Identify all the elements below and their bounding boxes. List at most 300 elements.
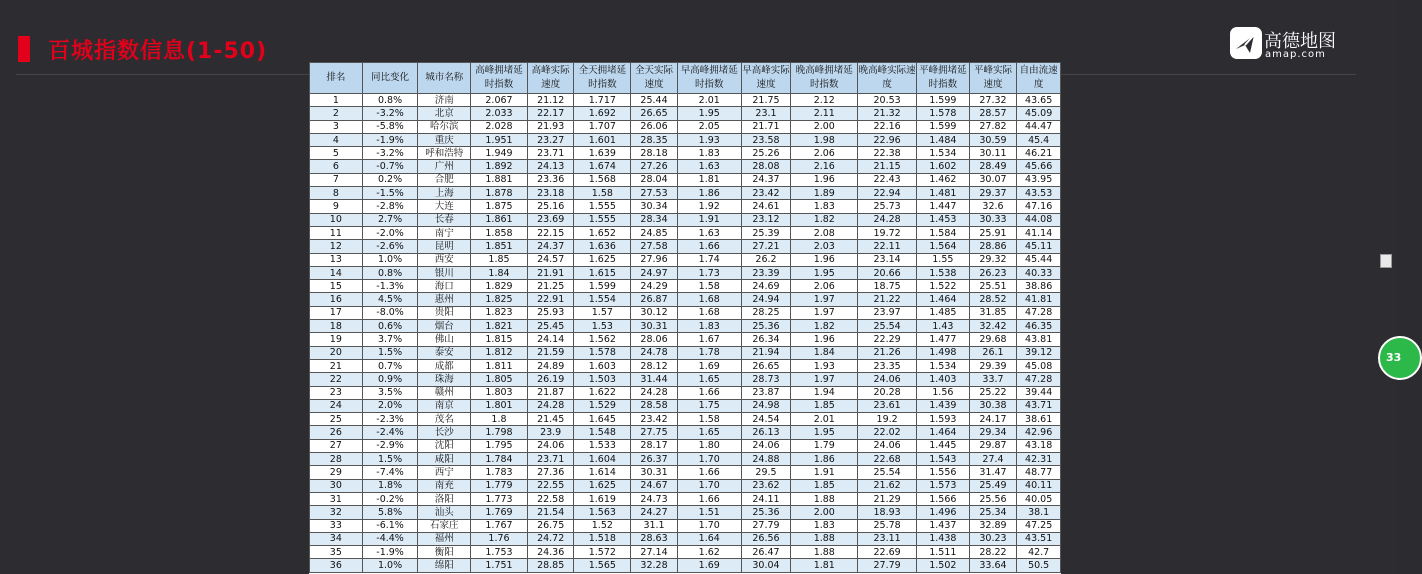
table-cell: 35 [310, 546, 363, 559]
table-cell: 26.75 [527, 519, 574, 532]
column-header: 高峰实际速度 [527, 63, 574, 94]
table-cell: 30.07 [969, 173, 1017, 186]
column-header: 全天拥堵延时指数 [574, 63, 631, 94]
table-cell: 1.555 [574, 213, 631, 226]
table-cell: 26.87 [631, 293, 678, 306]
table-cell: 22.91 [527, 293, 574, 306]
table-cell: 32.42 [969, 320, 1017, 333]
table-cell: 1.599 [917, 120, 970, 133]
table-cell: 1.88 [791, 546, 858, 559]
table-cell: 25.56 [969, 492, 1017, 505]
table-cell: 1.573 [917, 479, 970, 492]
table-cell: 2.0% [362, 399, 418, 412]
table-cell: 23.42 [631, 413, 678, 426]
table-cell: 1.639 [574, 147, 631, 160]
table-cell: 南充 [418, 479, 471, 492]
table-cell: 1.96 [791, 333, 858, 346]
table-cell: 23.71 [527, 147, 574, 160]
table-cell: 1.751 [471, 559, 528, 572]
table-cell: 25.39 [741, 226, 791, 239]
table-cell: 洛阳 [418, 492, 471, 505]
table-cell: 27.21 [741, 240, 791, 253]
table-cell: 1.548 [574, 426, 631, 439]
table-cell: 1.803 [471, 386, 528, 399]
table-cell: 1.0% [362, 253, 418, 266]
table-cell: 22.16 [858, 120, 917, 133]
table-row [310, 240, 1061, 253]
table-cell: 1.64 [677, 532, 741, 545]
table-cell: 23.61 [858, 399, 917, 412]
table-cell: -1.3% [362, 280, 418, 293]
table-cell: 27.32 [969, 94, 1017, 107]
table-cell: 1.92 [677, 200, 741, 213]
table-cell: 45.4 [1017, 133, 1061, 146]
table-cell: 合肥 [418, 173, 471, 186]
table-cell: 23.39 [741, 266, 791, 279]
table-cell: 1.529 [574, 399, 631, 412]
table-cell: 30.38 [969, 399, 1017, 412]
table-cell: 28.18 [631, 147, 678, 160]
table-cell: 1.858 [471, 226, 528, 239]
table-cell: 银川 [418, 266, 471, 279]
column-header: 晚高峰实际速度 [858, 63, 917, 94]
table-cell: 1.622 [574, 386, 631, 399]
table-cell: 21.93 [527, 120, 574, 133]
table-cell: 1.73 [677, 266, 741, 279]
table-cell: 1.798 [471, 426, 528, 439]
table-cell: 1.502 [917, 559, 970, 572]
table-cell: 24.28 [527, 399, 574, 412]
table-cell: 24.72 [527, 532, 574, 545]
table-cell: 1.96 [791, 253, 858, 266]
table-cell: 32 [310, 506, 363, 519]
table-cell: 26.37 [631, 453, 678, 466]
table-cell: 29.68 [969, 333, 1017, 346]
table-cell: 1.55 [917, 253, 970, 266]
table-cell: 1.93 [677, 133, 741, 146]
table-cell: -2.6% [362, 240, 418, 253]
table-cell: 23.27 [527, 133, 574, 146]
table-cell: 1.566 [917, 492, 970, 505]
table-cell: 1.484 [917, 133, 970, 146]
table-cell: 19 [310, 333, 363, 346]
table-cell: 24.88 [741, 453, 791, 466]
table-cell: 1.94 [791, 386, 858, 399]
table-row [310, 320, 1061, 333]
table-cell: 44.08 [1017, 213, 1061, 226]
table-cell: 26.1 [969, 346, 1017, 359]
table-cell: 25.54 [858, 466, 917, 479]
table-cell: 25.34 [969, 506, 1017, 519]
table-cell: 24.29 [631, 280, 678, 293]
table-cell: 26.47 [741, 546, 791, 559]
table-cell: 16 [310, 293, 363, 306]
table-cell: 23 [310, 386, 363, 399]
table-cell: 25.45 [527, 320, 574, 333]
table-cell: 1.565 [574, 559, 631, 572]
table-cell: 北京 [418, 107, 471, 120]
table-cell: 26.23 [969, 266, 1017, 279]
table-cell: 1.70 [677, 453, 741, 466]
table-cell: 1.464 [917, 426, 970, 439]
table-cell: 1.619 [574, 492, 631, 505]
table-cell: 1.438 [917, 532, 970, 545]
table-cell: 28.49 [969, 160, 1017, 173]
table-cell: 9 [310, 200, 363, 213]
table-cell: 1.555 [574, 200, 631, 213]
table-cell: 1.773 [471, 492, 528, 505]
table-cell: 1.604 [574, 453, 631, 466]
table-cell: 1.825 [471, 293, 528, 306]
table-row [310, 173, 1061, 186]
table-cell: 1.533 [574, 439, 631, 452]
table-cell: 26.13 [741, 426, 791, 439]
table-cell: 23.14 [858, 253, 917, 266]
table-cell: 1.75 [677, 399, 741, 412]
table-cell: 惠州 [418, 293, 471, 306]
table-cell: 1.601 [574, 133, 631, 146]
table-cell: 1.599 [574, 280, 631, 293]
table-cell: -3.2% [362, 107, 418, 120]
table-cell: 济南 [418, 94, 471, 107]
table-cell: 21.29 [858, 492, 917, 505]
table-cell: 0.7% [362, 359, 418, 372]
table-cell: 1.564 [917, 240, 970, 253]
table-row [310, 466, 1061, 479]
table-cell: 23.58 [741, 133, 791, 146]
table-cell: 31 [310, 492, 363, 505]
table-cell: 31.47 [969, 466, 1017, 479]
table-cell: 1.823 [471, 306, 528, 319]
table-cell: 21.54 [527, 506, 574, 519]
table-cell: 22.38 [858, 147, 917, 160]
table-cell: 1.949 [471, 147, 528, 160]
table-cell: 26.19 [527, 373, 574, 386]
table-cell: 成都 [418, 359, 471, 372]
table-cell: 21.75 [741, 94, 791, 107]
table-cell: 25.44 [631, 94, 678, 107]
title-bar [18, 34, 267, 64]
table-cell: 28.63 [631, 532, 678, 545]
column-header: 高峰拥堵延时指数 [471, 63, 528, 94]
table-cell: 46.35 [1017, 320, 1061, 333]
table-cell: 1.584 [917, 226, 970, 239]
table-cell: 24.69 [741, 280, 791, 293]
table-cell: 21.22 [858, 293, 917, 306]
table-cell: 哈尔滨 [418, 120, 471, 133]
table-cell: 海口 [418, 280, 471, 293]
table-cell: 39.44 [1017, 386, 1061, 399]
table-cell: 30.34 [631, 200, 678, 213]
table-row [310, 200, 1061, 213]
table-cell: 1.892 [471, 160, 528, 173]
table-cell: 2 [310, 107, 363, 120]
table-row [310, 479, 1061, 492]
table-cell: 1.861 [471, 213, 528, 226]
table-cell: 26.56 [741, 532, 791, 545]
table-cell: 1.66 [677, 386, 741, 399]
table-cell: -0.2% [362, 492, 418, 505]
table-cell: 1.881 [471, 173, 528, 186]
table-cell: -6.1% [362, 519, 418, 532]
table-cell: 1.801 [471, 399, 528, 412]
table-cell: 24.28 [631, 386, 678, 399]
table-cell: 20.66 [858, 266, 917, 279]
table-cell: 1.784 [471, 453, 528, 466]
table-cell: -8.0% [362, 306, 418, 319]
title-accent-bar [18, 36, 30, 62]
table-cell: 呼和浩特 [418, 147, 471, 160]
table-cell: 1.572 [574, 546, 631, 559]
table-cell: 30.23 [969, 532, 1017, 545]
table-cell: 26.65 [631, 107, 678, 120]
table-cell: 1.769 [471, 506, 528, 519]
table-cell: 24.17 [969, 413, 1017, 426]
table-cell: 21.62 [858, 479, 917, 492]
table-row [310, 280, 1061, 293]
table-cell: 1.67 [677, 333, 741, 346]
table-cell: 23.62 [741, 479, 791, 492]
table-cell: 1.80 [677, 439, 741, 452]
table-row [310, 120, 1061, 133]
table-cell: 1.503 [574, 373, 631, 386]
table-cell: 43.51 [1017, 532, 1061, 545]
table-cell: 17 [310, 306, 363, 319]
table-cell: 14 [310, 266, 363, 279]
table-cell: 26.34 [741, 333, 791, 346]
table-body [310, 94, 1061, 573]
table-cell: 27.79 [741, 519, 791, 532]
table-cell: -5.8% [362, 120, 418, 133]
table-cell: 沈阳 [418, 439, 471, 452]
table-cell: 42.31 [1017, 453, 1061, 466]
table-cell: 1.951 [471, 133, 528, 146]
table-cell: 1.70 [677, 479, 741, 492]
table-cell: 24.06 [858, 373, 917, 386]
column-header: 自由流速度 [1017, 63, 1061, 94]
table-cell: 33.64 [969, 559, 1017, 572]
table-cell: 28.35 [631, 133, 678, 146]
table-row [310, 107, 1061, 120]
table-cell: 24.28 [858, 213, 917, 226]
table-cell: 21.15 [858, 160, 917, 173]
table-row [310, 226, 1061, 239]
table-cell: 20.28 [858, 386, 917, 399]
table-cell: 1.70 [677, 519, 741, 532]
table-cell: 43.53 [1017, 187, 1061, 200]
table-cell: 泰安 [418, 346, 471, 359]
table-cell: 24.54 [741, 413, 791, 426]
table-cell: 2.06 [791, 147, 858, 160]
column-header: 平峰拥堵延时指数 [917, 63, 970, 94]
table-cell: 30.31 [631, 320, 678, 333]
table-cell: 38.1 [1017, 506, 1061, 519]
table-cell: 1.81 [677, 173, 741, 186]
table-cell: 1.85 [791, 479, 858, 492]
table-cell: 29.34 [969, 426, 1017, 439]
table-cell: 28.08 [741, 160, 791, 173]
table-cell: 1.86 [791, 453, 858, 466]
table-row [310, 559, 1061, 572]
table-cell: 1.602 [917, 160, 970, 173]
table-cell: 32.6 [969, 200, 1017, 213]
table-row [310, 293, 1061, 306]
table-cell: 50.5 [1017, 559, 1061, 572]
table-cell: 21.59 [527, 346, 574, 359]
table-cell: 45.11 [1017, 240, 1061, 253]
table-cell: 1.707 [574, 120, 631, 133]
table-cell: 30.12 [631, 306, 678, 319]
table-cell: 23.9 [527, 426, 574, 439]
table-cell: -3.2% [362, 147, 418, 160]
table-cell: 1.636 [574, 240, 631, 253]
table-cell: 23.35 [858, 359, 917, 372]
table-cell: 1.53 [574, 320, 631, 333]
table-cell: 29.32 [969, 253, 1017, 266]
table-cell: 21.94 [741, 346, 791, 359]
table-cell: 西宁 [418, 466, 471, 479]
table-cell: 31.85 [969, 306, 1017, 319]
table-cell: 25.36 [741, 506, 791, 519]
table-cell: 1.69 [677, 559, 741, 572]
table-cell: 昆明 [418, 240, 471, 253]
table-cell: 赣州 [418, 386, 471, 399]
table-cell: 28.04 [631, 173, 678, 186]
table-cell: 23.18 [527, 187, 574, 200]
table-cell: 28.25 [741, 306, 791, 319]
table-cell: 25.22 [969, 386, 1017, 399]
table-cell: 26 [310, 426, 363, 439]
table-cell: 1.543 [917, 453, 970, 466]
table-cell: 23.69 [527, 213, 574, 226]
table-cell: 25.16 [527, 200, 574, 213]
table-cell: 2.11 [791, 107, 858, 120]
table-cell: 2.06 [791, 280, 858, 293]
table-cell: 24.06 [527, 439, 574, 452]
table-cell: 24.89 [527, 359, 574, 372]
table-cell: 45.44 [1017, 253, 1061, 266]
table-row [310, 492, 1061, 505]
table-row [310, 253, 1061, 266]
table-row [310, 386, 1061, 399]
table-cell: 24.37 [741, 173, 791, 186]
table-cell: 1.464 [917, 293, 970, 306]
column-header: 城市名称 [418, 63, 471, 94]
table-cell: 3.7% [362, 333, 418, 346]
floating-count-badge[interactable]: 33 [1378, 336, 1422, 380]
table-cell: 1.511 [917, 546, 970, 559]
table-cell: 上海 [418, 187, 471, 200]
table-cell: 5.8% [362, 506, 418, 519]
table-cell: 6 [310, 160, 363, 173]
table-cell: 21.71 [741, 120, 791, 133]
table-row [310, 399, 1061, 412]
table-cell: 47.28 [1017, 306, 1061, 319]
table-cell: 重庆 [418, 133, 471, 146]
table-cell: 1.91 [677, 213, 741, 226]
table-cell: 1.821 [471, 320, 528, 333]
table-cell: 21.32 [858, 107, 917, 120]
column-header: 同比变化 [362, 63, 418, 94]
table-cell: 29.87 [969, 439, 1017, 452]
table-cell: 30 [310, 479, 363, 492]
table-cell: 1.68 [677, 306, 741, 319]
table-cell: 绵阳 [418, 559, 471, 572]
table-cell: 29.5 [741, 466, 791, 479]
table-cell: 22.68 [858, 453, 917, 466]
table-cell: 21.87 [527, 386, 574, 399]
table-cell: 1.625 [574, 253, 631, 266]
table-cell: 1.481 [917, 187, 970, 200]
table-cell: 25.91 [969, 226, 1017, 239]
table-cell: 27.79 [858, 559, 917, 572]
table-cell: 24.36 [527, 546, 574, 559]
table-cell: 2.08 [791, 226, 858, 239]
table-cell: 43.81 [1017, 333, 1061, 346]
table-cell: 1.645 [574, 413, 631, 426]
table-cell: 18.93 [858, 506, 917, 519]
scrollbar-thumb[interactable] [1380, 254, 1392, 268]
table-cell: 28.57 [969, 107, 1017, 120]
table-cell: 38.61 [1017, 413, 1061, 426]
table-cell: 22.94 [858, 187, 917, 200]
table-cell: 22.15 [527, 226, 574, 239]
table-cell: 40.33 [1017, 266, 1061, 279]
table-cell: 30.33 [969, 213, 1017, 226]
table-cell: 10 [310, 213, 363, 226]
table-cell: 1.83 [677, 320, 741, 333]
table-cell: 40.11 [1017, 479, 1061, 492]
table-cell: 22.29 [858, 333, 917, 346]
table-cell: 45.08 [1017, 359, 1061, 372]
table-cell: 28.86 [969, 240, 1017, 253]
table-cell: 1.58 [574, 187, 631, 200]
table-cell: 1.74 [677, 253, 741, 266]
table-cell: 24.78 [631, 346, 678, 359]
table-cell: 36 [310, 559, 363, 572]
table-cell: 48.77 [1017, 466, 1061, 479]
table-cell: -2.4% [362, 426, 418, 439]
table-cell: 24.27 [631, 506, 678, 519]
table-cell: 22.96 [858, 133, 917, 146]
table-cell: 27.75 [631, 426, 678, 439]
table-cell: 39.12 [1017, 346, 1061, 359]
table-cell: 1.66 [677, 466, 741, 479]
table-row [310, 373, 1061, 386]
table-cell: 1.58 [677, 413, 741, 426]
table-cell: 1.578 [574, 346, 631, 359]
table-cell: 1.477 [917, 333, 970, 346]
table-cell: 24.73 [631, 492, 678, 505]
table-cell: 23.87 [741, 386, 791, 399]
table-cell: 2.12 [791, 94, 858, 107]
table-cell: 1.78 [677, 346, 741, 359]
table-cell: 24 [310, 399, 363, 412]
table-cell: 1.65 [677, 426, 741, 439]
table-cell: 23.1 [741, 107, 791, 120]
table-cell: 石家庄 [418, 519, 471, 532]
table-cell: 1.52 [574, 519, 631, 532]
table-cell: 25.93 [527, 306, 574, 319]
table-cell: 1.79 [791, 439, 858, 452]
table-cell: 1.97 [791, 306, 858, 319]
table-cell: 26.65 [741, 359, 791, 372]
table-cell: 1.811 [471, 359, 528, 372]
table-cell: 2.16 [791, 160, 858, 173]
table-cell: 1.86 [677, 187, 741, 200]
table-cell: 1.534 [917, 359, 970, 372]
table-cell: -2.9% [362, 439, 418, 452]
